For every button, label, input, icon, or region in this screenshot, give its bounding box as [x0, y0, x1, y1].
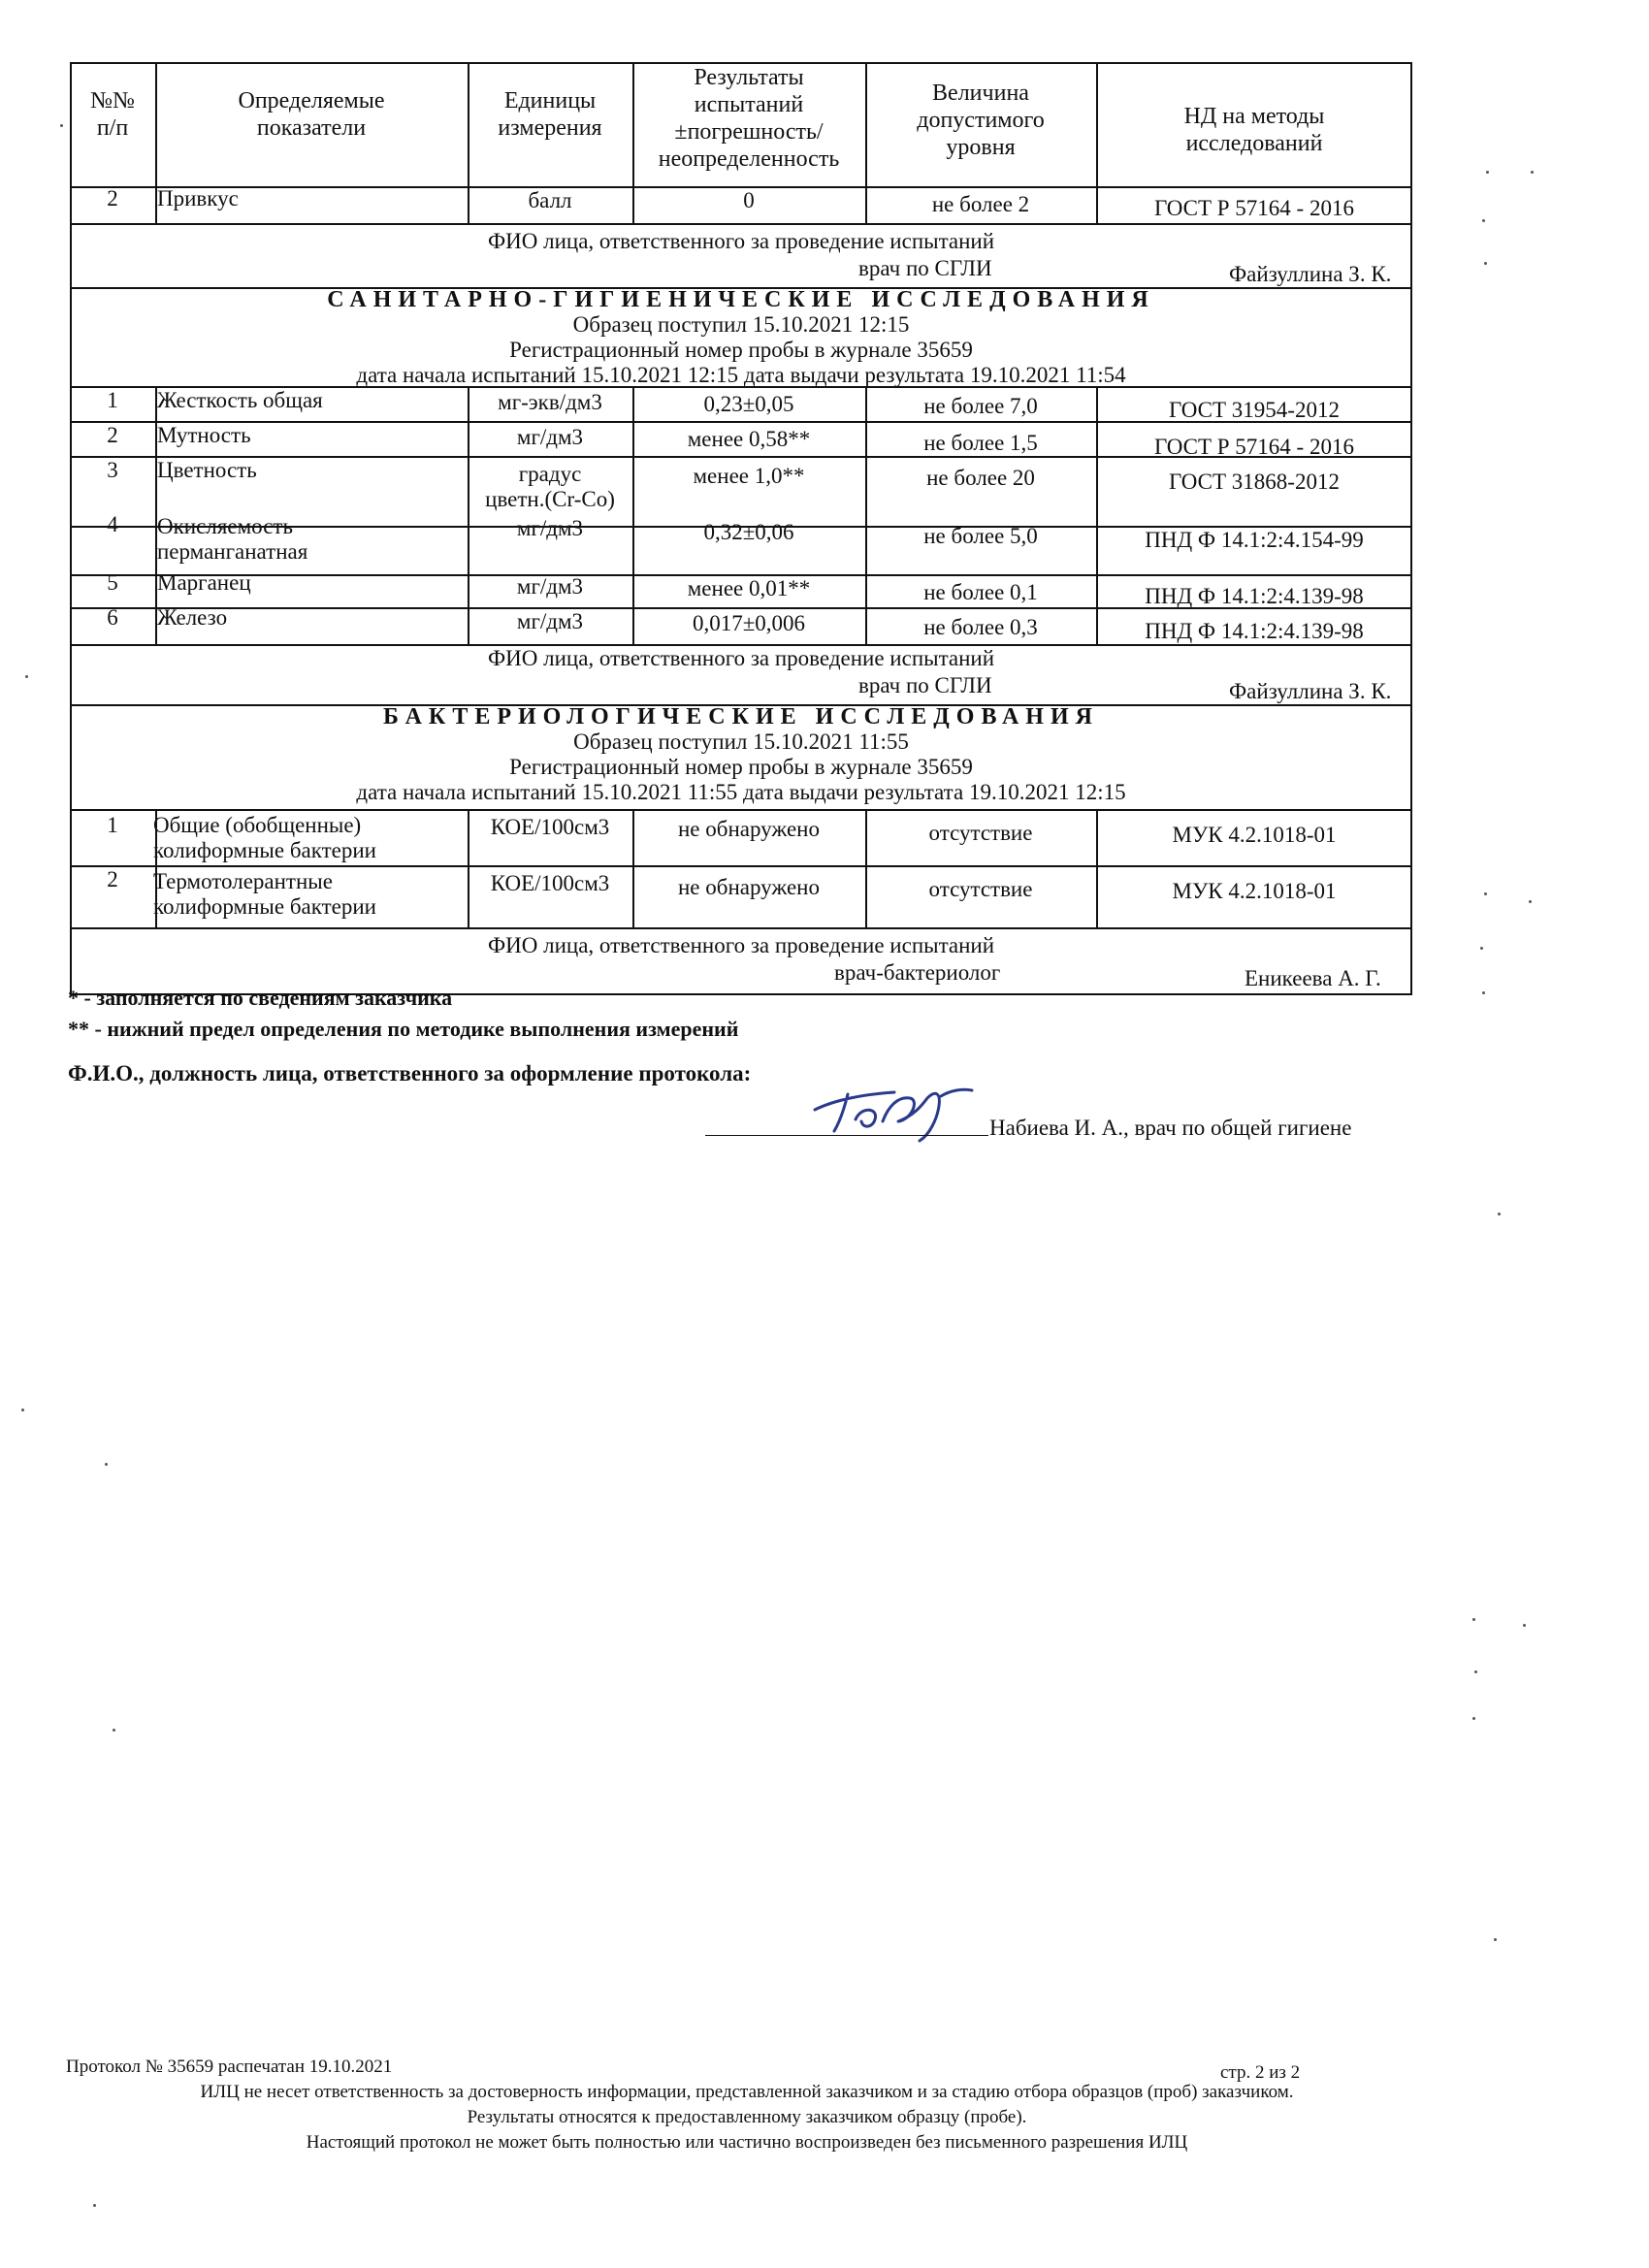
- row-result: 0,23±0,05: [703, 392, 794, 416]
- table-rule: [70, 809, 1412, 811]
- test-dates: дата начала испытаний 15.10.2021 11:55 дата выдачи результата 19.10.2021 12:15: [356, 780, 1126, 804]
- scan-speck: [1523, 1624, 1526, 1627]
- row-method: ГОСТ 31868-2012: [1169, 470, 1340, 494]
- row-result: не обнаружено: [678, 817, 820, 841]
- registration-number: Регистрационный номер пробы в журнале 35659: [509, 755, 973, 779]
- row-result: не обнаружено: [678, 875, 820, 899]
- signoff-line: ФИО лица, ответственного за проведение испытаний: [487, 646, 995, 670]
- note-detection-limit: ** - нижний предел определения по методике выполнения измерений: [68, 1017, 739, 1041]
- scan-speck: [1472, 1618, 1475, 1621]
- signoff-person: Файзуллина З. К.: [1229, 679, 1392, 703]
- row-limit: не более 7,0: [923, 394, 1038, 418]
- row-unit: КОЕ/100см3: [490, 815, 610, 839]
- row-method: ГОСТ Р 57164 - 2016: [1154, 435, 1354, 459]
- note-customer-info: * - заполняется по сведениям заказчика: [68, 986, 453, 1010]
- signature-line: [705, 1135, 988, 1136]
- row-num: 2: [107, 867, 118, 891]
- sample-received: Образец поступил 15.10.2021 12:15: [572, 312, 910, 337]
- row-result: 0: [743, 188, 755, 212]
- row-method: ПНД Ф 14.1:2:4.139-98: [1145, 619, 1364, 643]
- row-num: 2: [107, 186, 118, 211]
- row-result: менее 0,01**: [687, 576, 811, 600]
- table-rule: [70, 927, 1412, 929]
- header-results: Результаты испытаний ±погрешность/ неопределенность: [658, 65, 840, 172]
- header-limit: Величина допустимого уровня: [917, 81, 1045, 160]
- section-title-sanitary: САНИТАРНО-ГИГИЕНИЧЕСКИЕ ИССЛЕДОВАНИЯ: [327, 287, 1155, 312]
- scan-speck: [1472, 1717, 1475, 1720]
- scan-speck: [1474, 1670, 1477, 1673]
- row-num: 1: [107, 388, 118, 412]
- sample-received: Образец поступил 15.10.2021 11:55: [573, 729, 909, 754]
- scan-speck: [1531, 171, 1534, 174]
- header-units: Единицы измерения: [498, 88, 602, 141]
- row-unit: мг/дм3: [516, 516, 584, 540]
- row-limit: не более 0,3: [923, 615, 1038, 639]
- row-result: менее 1,0**: [693, 464, 805, 488]
- table-column-rule: [632, 386, 634, 644]
- scan-speck: [60, 124, 63, 127]
- table-column-rule: [865, 386, 867, 644]
- scan-speck: [1498, 1213, 1501, 1215]
- row-num: 5: [107, 570, 118, 595]
- page-number: стр. 2 из 2: [1220, 2062, 1301, 2083]
- signoff-position: врач по СГЛИ: [858, 256, 992, 280]
- row-limit: не более 5,0: [923, 524, 1038, 548]
- row-num: 6: [107, 605, 118, 630]
- row-limit: не более 1,5: [923, 431, 1038, 455]
- row-unit: мг/дм3: [516, 609, 584, 633]
- row-indicator: Общие (обобщенные) колиформные бактерии: [153, 813, 376, 862]
- table-rule: [70, 223, 1412, 225]
- scan-speck: [1484, 262, 1487, 265]
- row-method: МУК 4.2.1018-01: [1172, 823, 1337, 847]
- row-unit: мг-экв/дм3: [498, 390, 602, 414]
- footer-disclaimer: ИЛЦ не несет ответственность за достоверность информации, представленной заказчиком и за стадию отбора образцов (проб) заказчиком.: [200, 2082, 1294, 2102]
- signoff-person: Файзуллина З. К.: [1229, 262, 1392, 286]
- row-indicator: Жесткость общая: [157, 388, 323, 412]
- signoff-position: врач по СГЛИ: [858, 673, 992, 697]
- row-indicator: Привкус: [157, 186, 239, 211]
- row-num: 1: [107, 813, 118, 837]
- scan-speck: [93, 2204, 96, 2207]
- registration-number: Регистрационный номер пробы в журнале 35659: [509, 338, 973, 362]
- row-limit: отсутствие: [928, 821, 1033, 845]
- row-indicator: Марганец: [157, 570, 251, 595]
- responsible-person: Набиева И. А., врач по общей гигиене: [989, 1116, 1352, 1140]
- row-indicator: Мутность: [157, 423, 251, 447]
- scan-speck: [25, 675, 28, 678]
- scan-speck: [1486, 171, 1489, 174]
- signoff-line: ФИО лица, ответственного за проведение испытаний: [487, 229, 995, 253]
- row-num: 2: [107, 423, 118, 447]
- scan-speck: [1482, 991, 1485, 994]
- scan-speck: [105, 1463, 108, 1466]
- row-indicator: Окисляемость перманганатная: [157, 514, 308, 564]
- row-indicator: Термотолерантные колиформные бактерии: [153, 869, 376, 919]
- footer-reproduction-note: Настоящий протокол не может быть полностью или частично воспроизведен без письменного разрешения ИЛЦ: [306, 2132, 1188, 2153]
- row-method: ПНД Ф 14.1:2:4.154-99: [1145, 528, 1364, 552]
- header-methods: НД на методы исследований: [1183, 104, 1325, 156]
- scan-speck: [1529, 900, 1532, 903]
- row-method: ГОСТ Р 57164 - 2016: [1154, 196, 1354, 220]
- row-result: 0,017±0,006: [692, 611, 806, 635]
- row-unit: мг/дм3: [516, 574, 584, 599]
- footer-printed: Протокол № 35659 распечатан 19.10.2021: [66, 2057, 393, 2077]
- row-indicator: Железо: [157, 605, 228, 630]
- header-indicators: Определяемые показатели: [238, 88, 385, 141]
- row-method: ПНД Ф 14.1:2:4.139-98: [1145, 584, 1364, 608]
- row-method: МУК 4.2.1018-01: [1172, 879, 1337, 903]
- row-method: ГОСТ 31954-2012: [1169, 398, 1340, 422]
- header-num: №№ п/п: [90, 88, 135, 141]
- signoff-person: Еникеева А. Г.: [1245, 966, 1381, 990]
- row-result: 0,32±0,06: [703, 520, 794, 544]
- scan-speck: [113, 1729, 115, 1732]
- footer-results-note: Результаты относятся к предоставленному заказчиком образцу (пробе).: [467, 2107, 1027, 2127]
- row-limit: не более 20: [926, 466, 1035, 490]
- row-unit: градус цветн.(Cr-Co): [485, 462, 615, 511]
- row-limit: отсутствие: [928, 877, 1033, 901]
- scan-speck: [1482, 219, 1485, 222]
- row-num: 3: [107, 458, 118, 482]
- table-rule: [70, 865, 1412, 867]
- test-dates: дата начала испытаний 15.10.2021 12:15 дата выдачи результата 19.10.2021 11:54: [356, 363, 1126, 387]
- row-unit: мг/дм3: [516, 425, 584, 449]
- row-result: менее 0,58**: [687, 427, 811, 451]
- signoff-position: врач-бактериолог: [834, 960, 1001, 985]
- row-limit: не более 0,1: [923, 580, 1038, 604]
- row-unit: балл: [528, 188, 572, 212]
- row-limit: не более 2: [931, 192, 1030, 216]
- section-title-bacterio: БАКТЕРИОЛОГИЧЕСКИЕ ИССЛЕДОВАНИЯ: [383, 704, 1099, 729]
- scan-speck: [21, 1409, 24, 1411]
- row-indicator: Цветность: [157, 458, 257, 482]
- scan-speck: [1480, 947, 1483, 950]
- scan-speck: [1484, 892, 1487, 895]
- row-num: 4: [107, 512, 118, 536]
- row-unit: КОЕ/100см3: [490, 871, 610, 895]
- scan-speck: [1494, 1938, 1497, 1941]
- responsible-label: Ф.И.О., должность лица, ответственного за оформление протокола:: [68, 1061, 752, 1085]
- signoff-line: ФИО лица, ответственного за проведение испытаний: [487, 933, 995, 957]
